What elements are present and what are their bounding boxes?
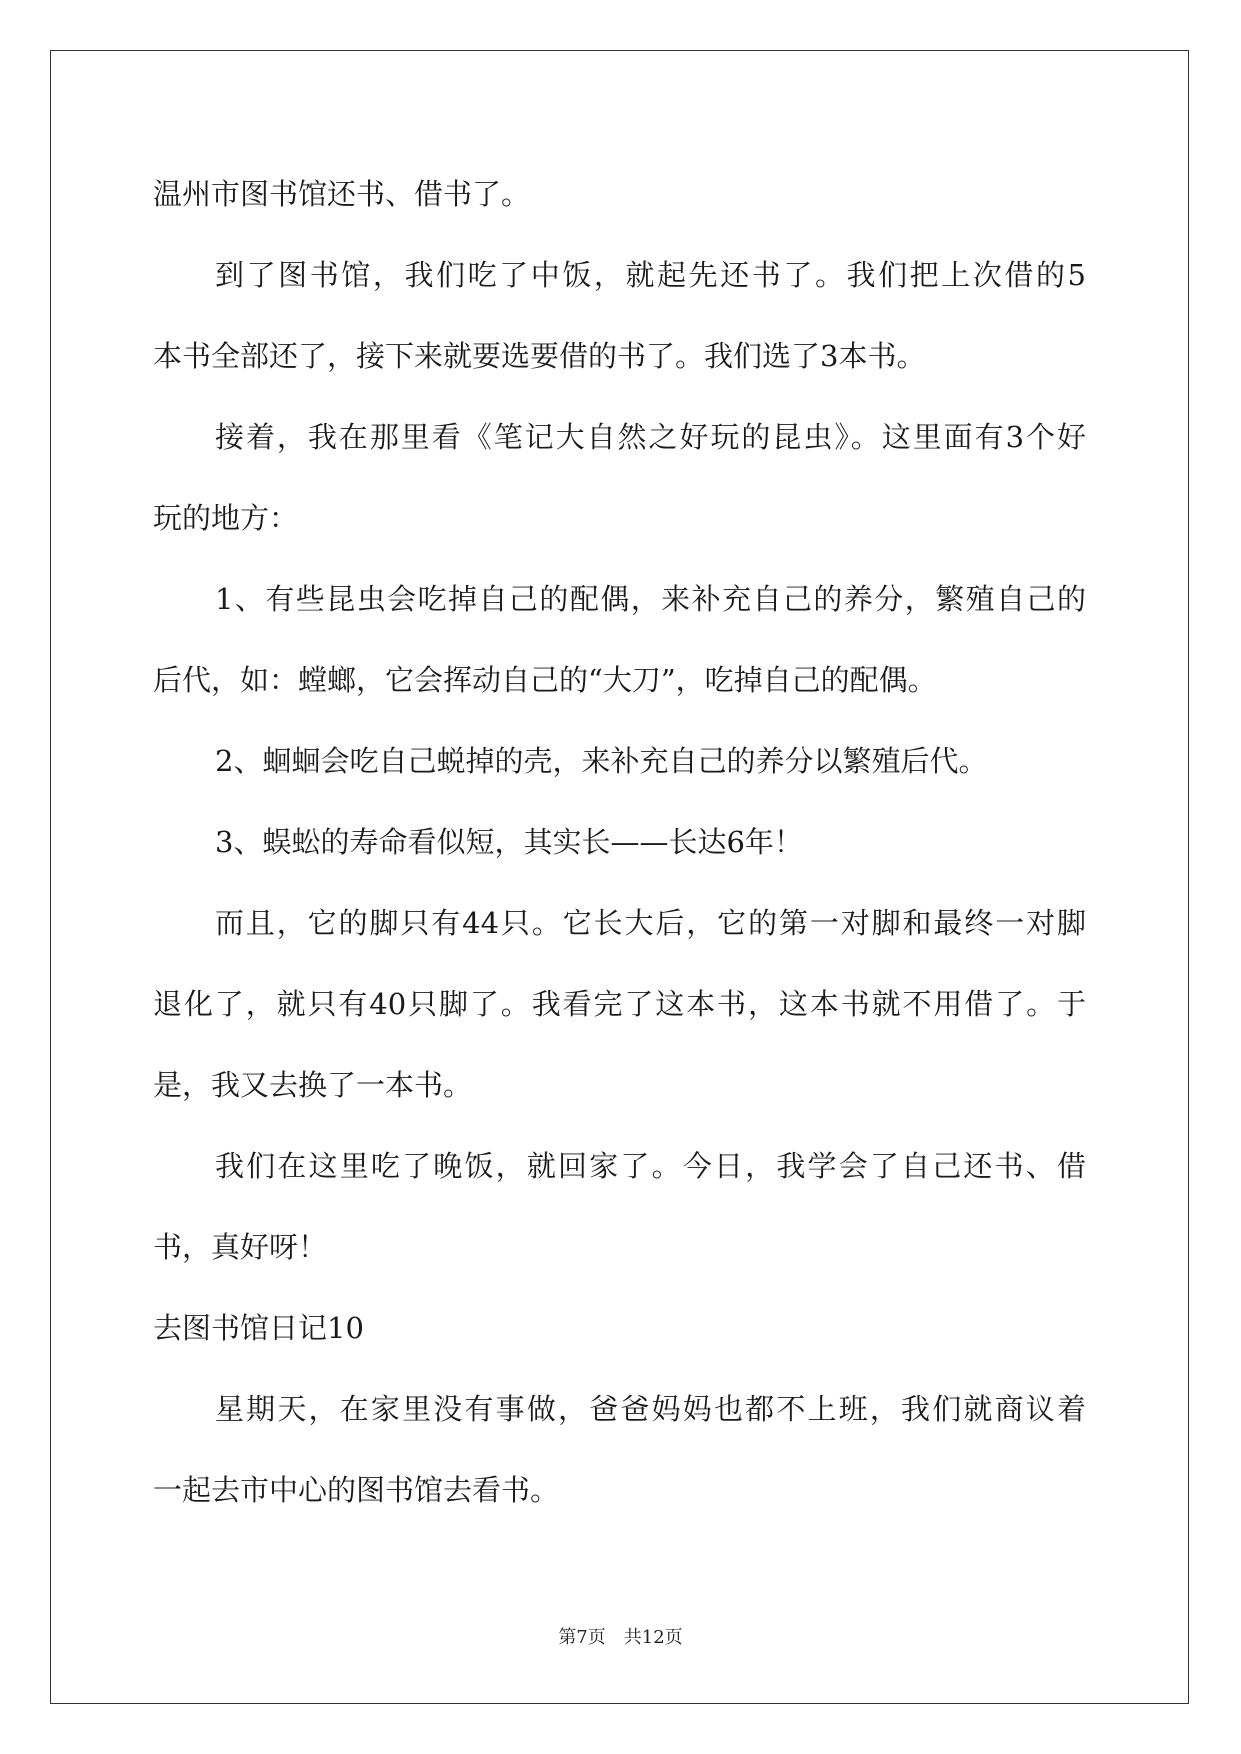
text-line: 而且，它的脚只有44只。它长大后，它的第一对脚和最终一对脚 (215, 906, 1086, 940)
text-line: 一起去市中心的图书馆去看书。 (153, 1473, 560, 1507)
text-line: 到了图书馆，我们吃了中饭，就起先还书了。我们把上次借的5 (215, 258, 1086, 292)
text-line: 星期天，在家里没有事做，爸爸妈妈也都不上班，我们就商议着 (215, 1392, 1086, 1426)
text-line: 后代，如：螳螂，它会挥动自己的“大刀”，吃掉自己的配偶。 (153, 663, 937, 697)
text-line: 温州市图书馆还书、借书了。 (153, 177, 531, 211)
page-number-footer: 第7页 共12页 (558, 1627, 683, 1648)
text-line: 是，我又去换了一本书。 (153, 1068, 473, 1102)
text-line: 我们在这里吃了晚饭，就回家了。今日，我学会了自己还书、借 (215, 1149, 1086, 1183)
text-line: 书，真好呀！ (153, 1230, 328, 1264)
text-line: 退化了，就只有40只脚了。我看完了这本书，这本书就不用借了。于 (153, 987, 1086, 1021)
text-line: 1、有些昆虫会吃掉自己的配偶，来补充自己的养分，繁殖自己的 (215, 582, 1086, 616)
text-line: 玩的地方： (153, 501, 299, 535)
text-line: 接着，我在那里看《笔记大自然之好玩的昆虫》。这里面有3个好 (215, 420, 1086, 454)
text-line: 2、蛔蛔会吃自己蜕掉的壳，来补充自己的养分以繁殖后代。 (215, 744, 988, 778)
text-line: 本书全部还了，接下来就要选要借的书了。我们选了3本书。 (153, 339, 926, 373)
section-heading: 去图书馆日记10 (153, 1311, 364, 1345)
text-line: 3、蜈蚣的寿命看似短，其实长——长达6年！ (215, 825, 803, 859)
document-body (153, 154, 1086, 1531)
